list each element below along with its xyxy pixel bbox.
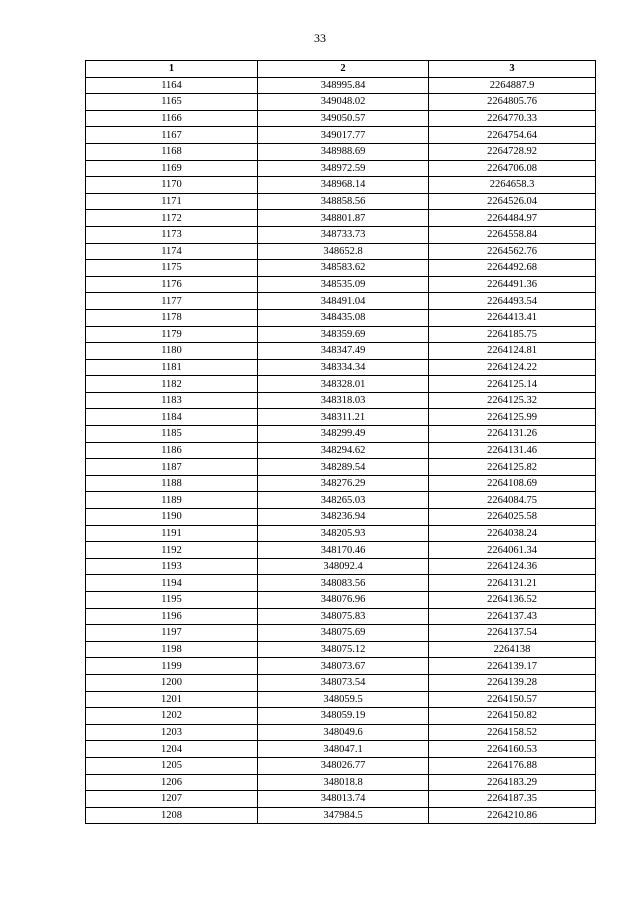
table-row bbox=[86, 94, 596, 111]
coordinate-y-cell: 2264493.54 bbox=[429, 293, 596, 310]
table-row bbox=[86, 525, 596, 542]
coordinate-x-cell: 348276.29 bbox=[258, 475, 429, 492]
coordinate-y-cell: 2264728.92 bbox=[429, 143, 596, 160]
coordinate-y-cell: 2264150.82 bbox=[429, 708, 596, 725]
point-number-cell: 1202 bbox=[86, 708, 258, 725]
table-row bbox=[86, 807, 596, 824]
coordinate-x-cell: 348075.83 bbox=[258, 608, 429, 625]
point-number-cell: 1179 bbox=[86, 326, 258, 343]
table-row bbox=[86, 293, 596, 310]
table-row bbox=[86, 674, 596, 691]
table-row bbox=[86, 708, 596, 725]
point-number-cell: 1176 bbox=[86, 276, 258, 293]
coordinate-y-cell: 2264025.58 bbox=[429, 509, 596, 526]
coordinate-y-cell: 2264658.3 bbox=[429, 177, 596, 194]
coordinate-y-cell: 2264526.04 bbox=[429, 193, 596, 210]
coordinate-x-cell: 348059.19 bbox=[258, 708, 429, 725]
point-number-cell: 1169 bbox=[86, 160, 258, 177]
coordinate-y-cell: 2264558.84 bbox=[429, 226, 596, 243]
table-row bbox=[86, 226, 596, 243]
table-row bbox=[86, 608, 596, 625]
coordinate-x-cell: 348801.87 bbox=[258, 210, 429, 227]
column-header-3: 3 bbox=[429, 61, 596, 78]
point-number-cell: 1183 bbox=[86, 392, 258, 409]
coordinate-x-cell: 348076.96 bbox=[258, 592, 429, 609]
table-row bbox=[86, 77, 596, 94]
coordinate-y-cell: 2264187.35 bbox=[429, 791, 596, 808]
coordinate-y-cell: 2264805.76 bbox=[429, 94, 596, 111]
coordinate-x-cell: 348858.56 bbox=[258, 193, 429, 210]
coordinate-y-cell: 2264124.36 bbox=[429, 558, 596, 575]
coordinate-x-cell: 348170.46 bbox=[258, 542, 429, 559]
coordinate-y-cell: 2264770.33 bbox=[429, 110, 596, 127]
table-row bbox=[86, 492, 596, 509]
coordinate-y-cell: 2264125.14 bbox=[429, 376, 596, 393]
table-row bbox=[86, 658, 596, 675]
coordinate-y-cell: 2264150.57 bbox=[429, 691, 596, 708]
table-row bbox=[86, 691, 596, 708]
coordinate-x-cell: 348075.69 bbox=[258, 625, 429, 642]
coordinate-x-cell: 348972.59 bbox=[258, 160, 429, 177]
table-row bbox=[86, 110, 596, 127]
coordinate-y-cell: 2264139.17 bbox=[429, 658, 596, 675]
column-header-2: 2 bbox=[258, 61, 429, 78]
coordinate-x-cell: 348311.21 bbox=[258, 409, 429, 426]
point-number-cell: 1191 bbox=[86, 525, 258, 542]
point-number-cell: 1205 bbox=[86, 757, 258, 774]
coordinate-x-cell: 348294.62 bbox=[258, 442, 429, 459]
coordinates-table bbox=[85, 60, 596, 824]
point-number-cell: 1178 bbox=[86, 309, 258, 326]
table-row bbox=[86, 143, 596, 160]
table-row bbox=[86, 774, 596, 791]
coordinate-y-cell: 2264136.52 bbox=[429, 592, 596, 609]
point-number-cell: 1189 bbox=[86, 492, 258, 509]
point-number-cell: 1199 bbox=[86, 658, 258, 675]
coordinate-y-cell: 2264061.34 bbox=[429, 542, 596, 559]
coordinate-x-cell: 348583.62 bbox=[258, 260, 429, 277]
coordinate-x-cell: 348026.77 bbox=[258, 757, 429, 774]
table-row bbox=[86, 625, 596, 642]
table-row bbox=[86, 309, 596, 326]
point-number-cell: 1166 bbox=[86, 110, 258, 127]
coordinate-x-cell: 348299.49 bbox=[258, 426, 429, 443]
coordinate-x-cell: 347984.5 bbox=[258, 807, 429, 824]
column-header-1: 1 bbox=[86, 61, 258, 78]
point-number-cell: 1195 bbox=[86, 592, 258, 609]
coordinate-x-cell: 348733.73 bbox=[258, 226, 429, 243]
table-row bbox=[86, 193, 596, 210]
coordinate-x-cell: 348047.1 bbox=[258, 741, 429, 758]
page-number: 33 bbox=[314, 31, 326, 45]
table-row bbox=[86, 376, 596, 393]
point-number-cell: 1180 bbox=[86, 343, 258, 360]
point-number-cell: 1206 bbox=[86, 774, 258, 791]
coordinate-x-cell: 348265.03 bbox=[258, 492, 429, 509]
coordinate-y-cell: 2264131.26 bbox=[429, 426, 596, 443]
coordinate-x-cell: 348059.5 bbox=[258, 691, 429, 708]
point-number-cell: 1188 bbox=[86, 475, 258, 492]
coordinate-y-cell: 2264754.64 bbox=[429, 127, 596, 144]
point-number-cell: 1203 bbox=[86, 724, 258, 741]
coordinate-x-cell: 348073.67 bbox=[258, 658, 429, 675]
table-row bbox=[86, 177, 596, 194]
coordinate-x-cell: 348318.03 bbox=[258, 392, 429, 409]
coordinate-x-cell: 348435.08 bbox=[258, 309, 429, 326]
point-number-cell: 1171 bbox=[86, 193, 258, 210]
coordinate-y-cell: 2264137.43 bbox=[429, 608, 596, 625]
point-number-cell: 1185 bbox=[86, 426, 258, 443]
coordinate-y-cell: 2264484.97 bbox=[429, 210, 596, 227]
coordinate-y-cell: 2264124.81 bbox=[429, 343, 596, 360]
coordinate-y-cell: 2264887.9 bbox=[429, 77, 596, 94]
coordinate-y-cell: 2264706.08 bbox=[429, 160, 596, 177]
table-row bbox=[86, 392, 596, 409]
coordinate-x-cell: 348205.93 bbox=[258, 525, 429, 542]
point-number-cell: 1164 bbox=[86, 77, 258, 94]
coordinate-y-cell: 2264108.69 bbox=[429, 475, 596, 492]
table-row bbox=[86, 343, 596, 360]
point-number-cell: 1182 bbox=[86, 376, 258, 393]
table-row bbox=[86, 757, 596, 774]
point-number-cell: 1196 bbox=[86, 608, 258, 625]
coordinate-x-cell: 348092.4 bbox=[258, 558, 429, 575]
coordinate-y-cell: 2264131.21 bbox=[429, 575, 596, 592]
point-number-cell: 1181 bbox=[86, 359, 258, 376]
table-row bbox=[86, 592, 596, 609]
point-number-cell: 1184 bbox=[86, 409, 258, 426]
coordinate-y-cell: 2264125.99 bbox=[429, 409, 596, 426]
table-row bbox=[86, 509, 596, 526]
table-row bbox=[86, 459, 596, 476]
point-number-cell: 1208 bbox=[86, 807, 258, 824]
coordinate-y-cell: 2264139.28 bbox=[429, 674, 596, 691]
table-row bbox=[86, 359, 596, 376]
point-number-cell: 1165 bbox=[86, 94, 258, 111]
coordinate-x-cell: 348013.74 bbox=[258, 791, 429, 808]
table-row bbox=[86, 276, 596, 293]
table-row bbox=[86, 741, 596, 758]
point-number-cell: 1174 bbox=[86, 243, 258, 260]
coordinate-y-cell: 2264492.68 bbox=[429, 260, 596, 277]
coordinate-x-cell: 348995.84 bbox=[258, 77, 429, 94]
coordinate-x-cell: 348049.6 bbox=[258, 724, 429, 741]
point-number-cell: 1167 bbox=[86, 127, 258, 144]
coordinate-y-cell: 2264038.24 bbox=[429, 525, 596, 542]
point-number-cell: 1172 bbox=[86, 210, 258, 227]
table-row bbox=[86, 160, 596, 177]
table-row bbox=[86, 475, 596, 492]
point-number-cell: 1194 bbox=[86, 575, 258, 592]
point-number-cell: 1173 bbox=[86, 226, 258, 243]
coordinate-y-cell: 2264084.75 bbox=[429, 492, 596, 509]
table-row bbox=[86, 641, 596, 658]
point-number-cell: 1198 bbox=[86, 641, 258, 658]
coordinate-y-cell: 2264491.36 bbox=[429, 276, 596, 293]
table-row bbox=[86, 260, 596, 277]
coordinate-y-cell: 2264125.32 bbox=[429, 392, 596, 409]
coordinate-x-cell: 348075.12 bbox=[258, 641, 429, 658]
point-number-cell: 1197 bbox=[86, 625, 258, 642]
table-row bbox=[86, 542, 596, 559]
point-number-cell: 1192 bbox=[86, 542, 258, 559]
coordinate-x-cell: 348491.04 bbox=[258, 293, 429, 310]
coordinate-x-cell: 349017.77 bbox=[258, 127, 429, 144]
coordinate-x-cell: 348328.01 bbox=[258, 376, 429, 393]
table-row bbox=[86, 724, 596, 741]
coordinate-y-cell: 2264137.54 bbox=[429, 625, 596, 642]
coordinate-y-cell: 2264158.52 bbox=[429, 724, 596, 741]
coordinate-x-cell: 349048.02 bbox=[258, 94, 429, 111]
point-number-cell: 1168 bbox=[86, 143, 258, 160]
coordinate-x-cell: 348968.14 bbox=[258, 177, 429, 194]
coordinate-y-cell: 2264160.53 bbox=[429, 741, 596, 758]
table-header-row bbox=[86, 61, 596, 78]
coordinate-y-cell: 2264210.86 bbox=[429, 807, 596, 824]
coordinate-x-cell: 348988.69 bbox=[258, 143, 429, 160]
coordinate-x-cell: 348652.8 bbox=[258, 243, 429, 260]
coordinate-y-cell: 2264413.41 bbox=[429, 309, 596, 326]
table-row bbox=[86, 409, 596, 426]
coordinate-y-cell: 2264125.82 bbox=[429, 459, 596, 476]
table-row bbox=[86, 575, 596, 592]
point-number-cell: 1175 bbox=[86, 260, 258, 277]
table-row bbox=[86, 791, 596, 808]
coordinate-x-cell: 348083.56 bbox=[258, 575, 429, 592]
coordinate-x-cell: 348018.8 bbox=[258, 774, 429, 791]
table-row bbox=[86, 558, 596, 575]
coordinate-y-cell: 2264131.46 bbox=[429, 442, 596, 459]
table-body bbox=[86, 77, 596, 824]
point-number-cell: 1193 bbox=[86, 558, 258, 575]
table-row bbox=[86, 442, 596, 459]
point-number-cell: 1186 bbox=[86, 442, 258, 459]
coordinate-x-cell: 348073.54 bbox=[258, 674, 429, 691]
coordinate-y-cell: 2264176.88 bbox=[429, 757, 596, 774]
coordinate-x-cell: 348334.34 bbox=[258, 359, 429, 376]
coordinate-y-cell: 2264138 bbox=[429, 641, 596, 658]
coordinate-y-cell: 2264183.29 bbox=[429, 774, 596, 791]
coordinate-x-cell: 348535.09 bbox=[258, 276, 429, 293]
table-row bbox=[86, 326, 596, 343]
point-number-cell: 1207 bbox=[86, 791, 258, 808]
coordinate-x-cell: 348347.49 bbox=[258, 343, 429, 360]
table-row bbox=[86, 127, 596, 144]
table-row bbox=[86, 243, 596, 260]
point-number-cell: 1187 bbox=[86, 459, 258, 476]
coordinate-x-cell: 349050.57 bbox=[258, 110, 429, 127]
point-number-cell: 1170 bbox=[86, 177, 258, 194]
point-number-cell: 1200 bbox=[86, 674, 258, 691]
coordinate-x-cell: 348289.54 bbox=[258, 459, 429, 476]
point-number-cell: 1201 bbox=[86, 691, 258, 708]
coordinate-y-cell: 2264562.76 bbox=[429, 243, 596, 260]
coordinate-y-cell: 2264124.22 bbox=[429, 359, 596, 376]
point-number-cell: 1190 bbox=[86, 509, 258, 526]
point-number-cell: 1204 bbox=[86, 741, 258, 758]
coordinate-y-cell: 2264185.75 bbox=[429, 326, 596, 343]
table-row bbox=[86, 426, 596, 443]
coordinate-x-cell: 348359.69 bbox=[258, 326, 429, 343]
table-row bbox=[86, 210, 596, 227]
coordinate-x-cell: 348236.94 bbox=[258, 509, 429, 526]
point-number-cell: 1177 bbox=[86, 293, 258, 310]
